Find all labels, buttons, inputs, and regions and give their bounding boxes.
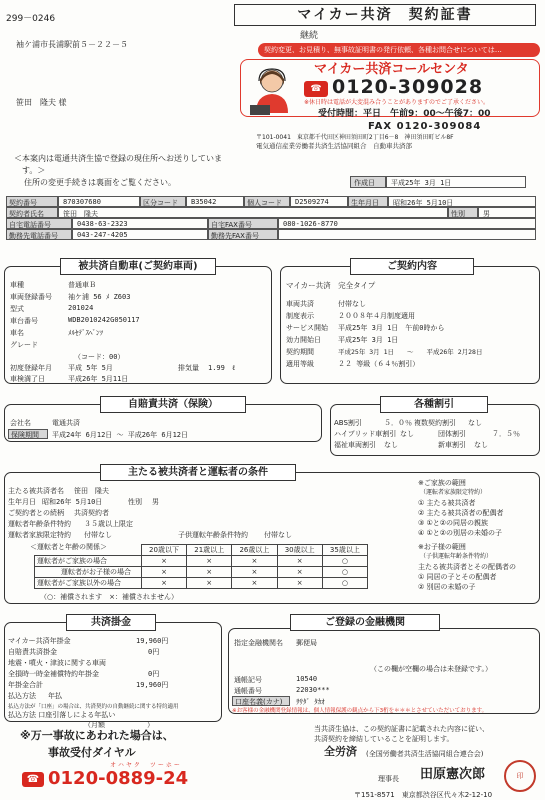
bank-warning: ※お客様の金融機関登録情報は、個人情報保護の観点から下3桁を＊＊＊とさせていただいております。 [232,708,488,714]
center-name: マイカー共済コールセンタ [314,62,469,77]
premium-label: 年掛金合計 [8,681,43,689]
discount-value: ７．５％ [492,430,520,438]
bank-holder-label: 口座名義(カナ) [235,698,283,706]
chief-label: 理事長 [378,775,399,783]
emergency-subtitle: 事故受付ダイヤル [48,746,136,759]
call-center-banner [258,43,540,57]
coverage-mark: × [232,567,277,578]
coverage-mark: × [187,567,232,578]
holder-name: 笹田 隆夫 [63,210,98,218]
vehicle-code: （コード：00） [74,353,125,361]
title-box [234,4,536,26]
premium-value: 19,960円 [136,681,169,689]
vehicle-row-label: 車両登録番号 [10,293,52,301]
operator-icon [248,65,296,115]
discount-value: なし [400,430,414,438]
vehicle-row-label: 車名 [10,329,24,337]
vehicle-row-value: 袖ケ浦 56 ﾒ Z603 [68,293,131,301]
created-value: 平成25年 3月 1日 [391,179,452,187]
premium-value: 0円 [148,648,160,656]
child-scope-item: ① 同居の子とその配偶者 [418,573,497,581]
child-scope-title: ※お子様の範囲 [418,543,466,551]
center-hours: 受付時間：平日 午前9：00～午後7：00 [318,109,491,119]
child-scope-intro: 主たる被共済者とその配偶者の [418,563,516,571]
official-seal: 印 [504,760,536,792]
table-row [35,578,368,589]
coverage-mark: ○ [322,556,367,567]
row-label: 運転者がご家族以外の場合 [35,578,142,589]
child-scope-item: ② 別居の未婚の子 [418,583,476,591]
compulsory-period: 平成24年 6月12日 ～ 平成26年 6月12日 [52,431,189,439]
vehicle-row-value: WDB2010242G050117 [68,316,140,324]
family-scope-sub: （運転者家族限定特約） [420,489,487,496]
method-label: 払込方法 [8,692,36,700]
doc-title: マイカー共済 契約証書 [297,7,473,23]
family-scope-title: ※ご家族の範囲 [418,479,466,487]
org-short: 全労済 [324,745,357,758]
home-phone-label: 自宅電話番号 [9,221,51,229]
center-org: 電気通信産業労働者共済生活協同組合 自動車共済部 [256,142,412,150]
bank-code: 10540 [296,675,318,683]
age-col-header: 35歳以上 [322,545,367,556]
bank-inst: 郵便局 [296,639,317,647]
inspection-label: 車検満了日 [10,375,45,383]
table-row [35,556,368,567]
home-fax: 080-1026-8770 [283,220,338,228]
coverage-mark: × [187,556,232,567]
compulsory-period-label: 保険期間 [11,431,39,439]
emergency-title: ※万一事故にあわれた場合は、 [20,729,174,742]
premium-label: 自賠責共済掛金 [8,648,57,656]
postal-code: 299－0246 [6,14,56,24]
holder-name-label: 契約者氏名 [9,210,44,218]
relation-label: ご契約者との続柄 [8,509,64,517]
emergency-phone[interactable]: 0120-0889-24 [48,768,189,789]
org-full: (全国労働者共済生活協同組合連合会) [366,750,484,758]
age-col-header: 30歳以上 [277,545,322,556]
age-col-header: 21歳以上 [187,545,232,556]
compulsory-period-label-cell [8,429,48,439]
vehicle-header: 被共済自動車(ご契約車両) [60,258,216,275]
vehicle-row-value: 201024 [68,304,94,312]
age-condition-label: 運転者年齢条件特約 [8,520,71,528]
certify-line-1: 当共済生協は、この契約証書に記載された内容に従い、 [314,725,489,733]
emergency-ruby: オハヤク ツーホー [110,762,182,769]
discount-value: なし [474,441,488,449]
certify-line-2: 共済契約を締結していることを証明します。 [314,735,454,743]
coverage-mark: × [187,578,232,589]
discount-label: 団体割引 [438,430,466,438]
birth-value: 昭和26年 5月10日 [393,199,454,207]
address: 袖ケ浦市長浦駅前５－２２－５ [16,40,128,49]
work-phone: 043-247-4205 [77,231,128,239]
contract-info-grid [6,196,536,246]
premium-label: 全損時一時金補償特約年掛金 [8,670,99,678]
center-note: ※休日時は電話が大変混み合うことがありますのでご了承ください。 [304,99,490,106]
renewal-label: 継続 [300,31,319,41]
discount-label: ABS割引 [334,419,362,427]
plan-row-label: 適用等級 [286,360,314,368]
age-col-header: 26歳以上 [232,545,277,556]
banner-text: 契約変更、お見積り、無事故証明書の発行依頼、各種お問合せについては… [264,46,502,54]
discount-header: 各種割引 [380,396,488,413]
coverage-legend: （○：補償されます ×：補償されません） [40,593,178,601]
home-fax-label: 自宅FAX番号 [211,221,252,229]
compulsory-header: 自賠責共済（保険） [100,396,246,413]
child-condition: 付帯なし [264,531,292,539]
bank-inst-label: 指定金融機関名 [234,639,283,647]
family-scope-item: ① 主たる被共済者 [418,499,476,507]
center-phone[interactable]: 0120-309028 [332,76,484,98]
coverage-mark: × [232,556,277,567]
premium-value: 19,960円 [136,637,169,645]
row-label: 運転者がお子様の場合 [35,567,142,578]
displacement-value: 1.99 ℓ [208,364,236,372]
plan-row-value: 平成25年 3月 1日 ～ 平成26年 2月28日 [338,348,483,356]
freedial-icon: ☎ [304,81,328,97]
center-fax: FAX 0120-309084 [368,121,482,132]
vehicle-row-value: ﾒﾙｾﾃﾞｽﾍﾞﾝﾂ [68,329,103,337]
notice-line-2: す。＞ [22,166,46,175]
plan-row-label: サービス開始 [286,324,328,332]
premium-note-2: 払込方法 口座引落しによる年払い [8,711,116,719]
coverage-mark: × [141,567,186,578]
birth-label: 生年月日 [351,199,379,207]
plan-row-label: 車両共済 [286,300,314,308]
age-condition: ３５歳以上限定 [84,520,133,528]
plan-type: マイカー共済 完全タイプ [286,281,376,290]
work-phone-label: 勤務先電話番号 [9,232,58,240]
discount-label: 複数契約割引 [414,419,456,427]
drivers-header: 主たる被共済者と運転者の条件 [100,464,296,481]
vehicle-row-label: グレード [10,341,38,349]
discount-label: 福祉車両割引 [334,441,376,449]
discount-value: ５．０％ [384,419,412,427]
discount-value: なし [468,419,482,427]
bank-holder-label-cell [232,696,290,706]
inspection-value: 平成26年 5月11日 [68,375,129,383]
notice-line-3: 住所の変更手続きは裏面をご覧ください。 [24,178,176,187]
bank-note: （この欄が空欄の場合は未登録です。） [370,665,492,673]
first-reg-value: 平成 5年 5月 [68,364,113,372]
driver-gender-label: 性別 [128,498,142,506]
child-condition-label: 子供運転年齢条件特約 [178,531,248,539]
vehicle-row-label: 車種 [10,281,24,289]
driver-birth-label: 生年月日 [8,498,36,506]
plan-row-value: 平成25年 3月 1日 [338,336,399,344]
compulsory-company-label: 会社名 [10,419,31,427]
compulsory-company: 電通共済 [52,419,80,427]
relation-value: 共済契約者 [74,509,109,517]
call-center-panel [258,43,540,151]
created-label-cell [350,176,386,188]
coverage-mark: × [277,556,322,567]
plan-row-value: 付帯なし [338,300,366,308]
created-label: 作成日 [354,179,375,187]
class-code: B35042 [191,198,217,206]
displacement-label: 排気量 [178,364,199,372]
coverage-mark: × [141,578,186,589]
plan-row-value: ２００８年４月制度適用 [338,312,415,320]
discount-label: ハイブリッド車割引 [334,430,397,438]
gender-label: 性別 [451,210,465,218]
age-table-title: ＜運転者と年齢の関係＞ [30,543,107,551]
main-insured: 笹田 隆夫 [74,487,109,495]
family-limit: 付帯なし [84,531,112,539]
driver-gender: 男 [152,498,159,506]
family-scope-item: ④ ①と②の別居の未婚の子 [418,529,503,537]
driver-birth: 昭和26年 5月10日 [42,498,103,506]
premium-value: 0円 [148,670,160,678]
discount-value: なし [384,441,398,449]
contract-number-label: 契約番号 [9,199,37,207]
personal-code-label: 個人コード [247,199,282,207]
age-coverage-table [34,544,368,589]
freedial-icon: ☎ [22,772,44,787]
coverage-mark: × [277,567,322,578]
table-row [35,567,368,578]
plan-row-label: 制度表示 [286,312,314,320]
plan-row-value: 平成25年 3月 1日 午前0時から [338,324,445,332]
notice-line-1: ＜本案内は電通共済生協で登録の現住所へお送りしていま [14,154,222,163]
bank-num: 22030*** [296,686,330,694]
vehicle-row-label: 型式 [10,305,24,313]
class-code-label: 区分コード [143,199,178,207]
coverage-mark: × [141,556,186,567]
discount-label: 新車割引 [438,441,466,449]
premium-label: マイカー共済年掛金 [8,637,71,645]
age-col-header: 20歳以下 [141,545,186,556]
bank-holder: ｻｻﾀﾞ ﾀｶｵ [296,698,325,706]
home-phone: 0438-63-2323 [77,220,128,228]
gender-value: 男 [483,210,490,218]
coverage-mark: × [232,578,277,589]
family-limit-label: 運転者家族限定特約 [8,531,71,539]
personal-code: D2509274 [295,198,329,206]
family-scope-item: ② 主たる被共済者の配偶者 [418,509,504,517]
work-fax-label: 勤務先FAX番号 [211,232,259,240]
child-scope-sub: （子供運転年齢条件特約） [420,553,493,560]
main-insured-label: 主たる被共済者名 [8,487,64,495]
chief-name: 田原憲次郎 [420,767,486,782]
premium-note-1: 払込方法が「口座」の場合は、共済契約の自動継続に関する特約適用 [8,704,179,710]
plan-row-label: 契約期間 [286,348,314,356]
first-reg-label: 初度登録年月 [10,364,52,372]
recipient: 笹田 隆夫 様 [16,98,67,107]
coverage-mark: × [277,578,322,589]
created-value-cell [386,176,526,188]
bank-code-label: 通帳記号 [234,676,262,684]
coverage-mark: ○ [322,567,367,578]
premium-header: 共済掛金 [66,614,156,631]
premium-label: 地震・噴火・津波に関する車両 [8,659,106,667]
bank-header: ご登録の金融機関 [290,614,440,631]
bank-num-label: 通帳番号 [234,687,262,695]
contract-number: 870307680 [63,198,101,206]
center-address: 〒101-0041 東京都千代田区神田須田町2丁目6－8 神田須田町ビル8F [256,134,454,141]
org-address: 〒151-8571 東京都渋谷区代々木2-12-10 [354,791,493,799]
plan-header: ご契約内容 [350,258,474,275]
row-label: 運転者がご家族の場合 [35,556,142,567]
method-value: 年払 [48,692,62,700]
plan-row-value: ２２ 等級（６４％割引） [338,360,420,368]
vehicle-row-label: 車台番号 [10,317,38,325]
coverage-mark: ○ [322,578,367,589]
vehicle-row-value: 普通車Ｂ [68,281,96,289]
plan-row-label: 効力開始日 [286,336,321,344]
family-scope-item: ③ ①と②の同居の親族 [418,519,489,527]
premium-months: （月額 ） [84,721,154,729]
